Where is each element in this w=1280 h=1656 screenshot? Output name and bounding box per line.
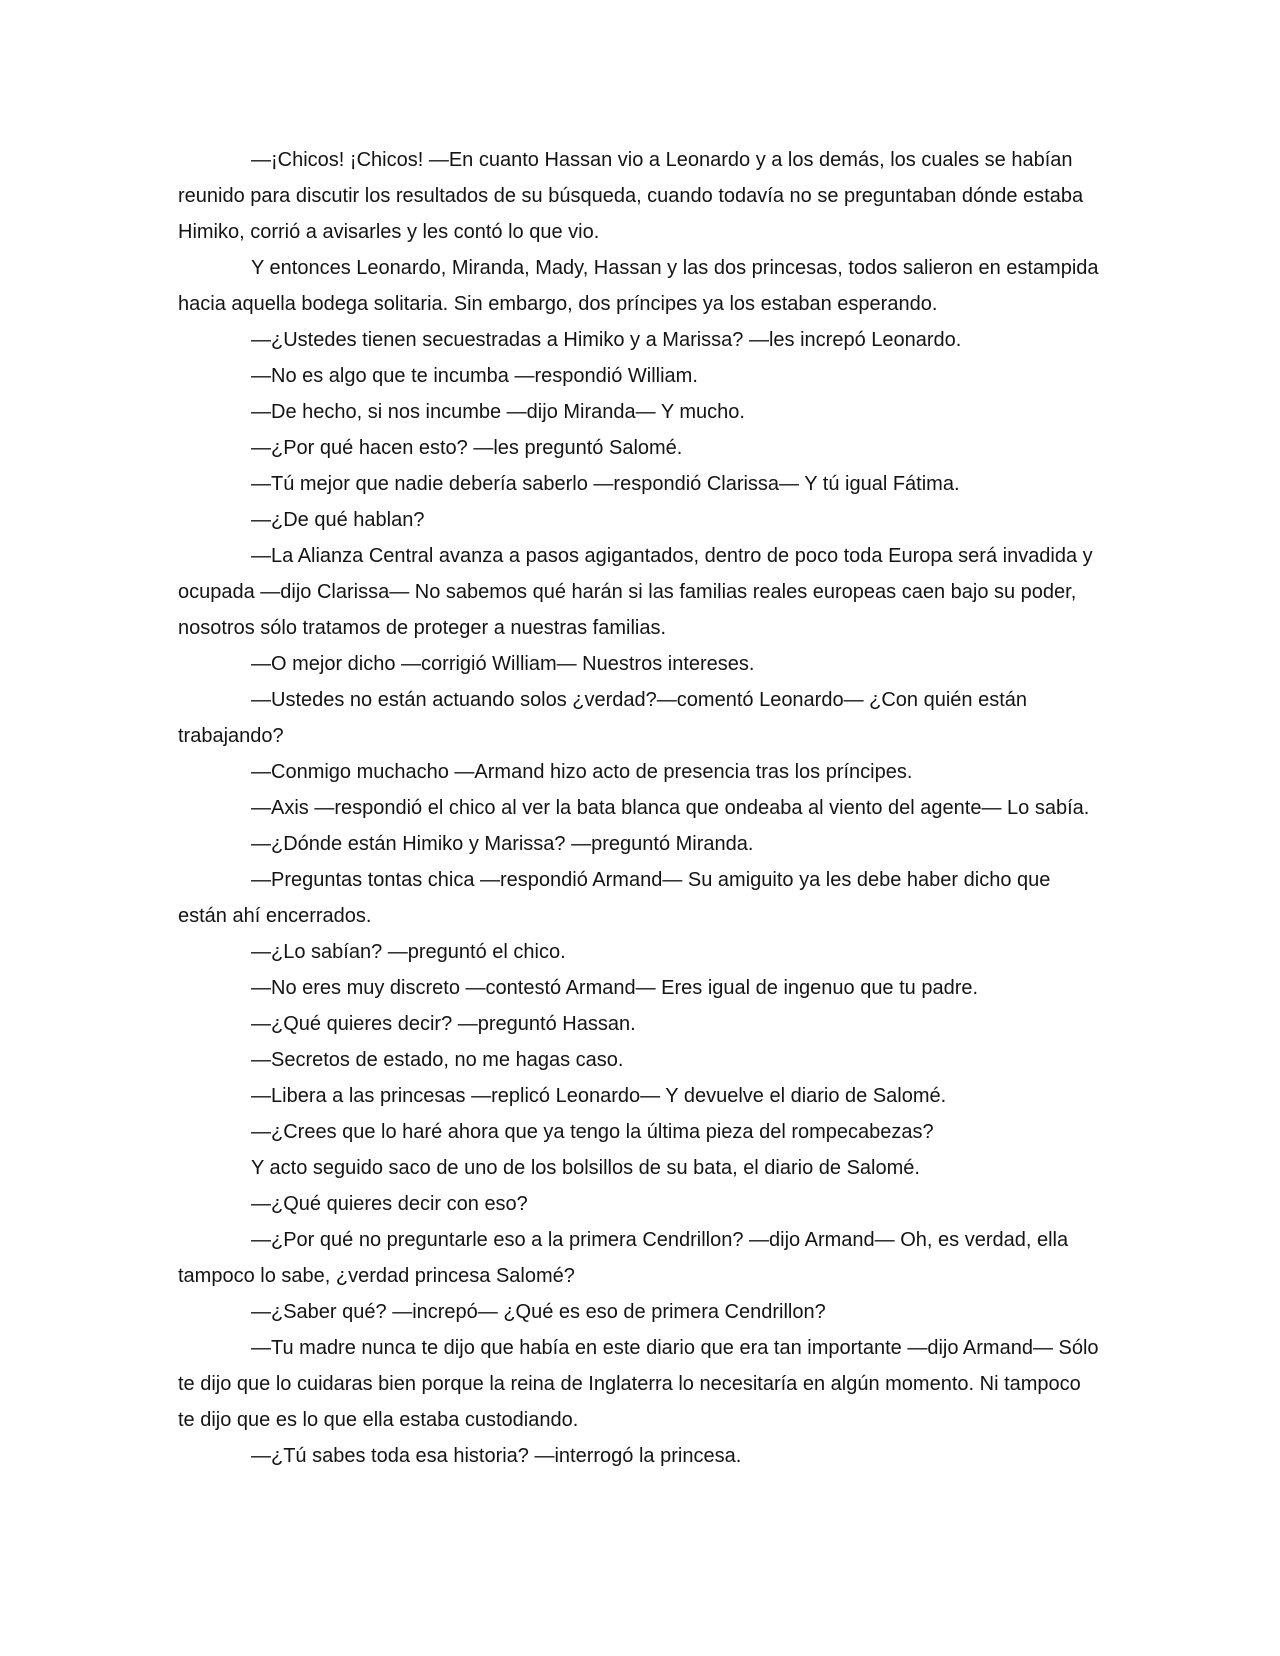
- paragraph: —La Alianza Central avanza a pasos agigantados, dentro de poco toda Europa será invadida y ocupada —dijo Clarissa— No sabemos qué harán si las familias reales europeas caen bajo su poder, nosotros sólo tratamos de proteger a nuestras familias.: [178, 545, 1093, 639]
- paragraph: —O mejor dicho —corrigió William— Nuestros intereses.: [251, 653, 755, 675]
- paragraph: —De hecho, si nos incumbe —dijo Miranda— Y mucho.: [251, 401, 745, 423]
- paragraph: —¿Ustedes tienen secuestradas a Himiko y a Marissa? —les increpó Leonardo.: [251, 329, 962, 351]
- paragraph: —Ustedes no están actuando solos ¿verdad?—comentó Leonardo— ¿Con quién están trabajando?: [178, 689, 1028, 747]
- paragraph: —Secretos de estado, no me hagas caso.: [251, 1049, 624, 1071]
- paragraph: —No es algo que te incumba —respondió William.: [251, 365, 698, 387]
- paragraph: —Tu madre nunca te dijo que había en este diario que era tan importante —dijo Armand— Sólo te dijo que lo cuidaras bien porque la reina de Inglaterra lo necesitaría en algún momento. Ni tampoco te dijo que es lo que ella estaba custodiando.: [178, 1337, 1099, 1431]
- paragraph: —¿De qué hablan?: [251, 509, 425, 531]
- paragraph: —¿Por qué no preguntarle eso a la primera Cendrillon? —dijo Armand— Oh, es verdad, ella tampoco lo sabe, ¿verdad princesa Salomé?: [178, 1229, 1069, 1287]
- paragraph: —Conmigo muchacho —Armand hizo acto de presencia tras los príncipes.: [251, 761, 913, 783]
- paragraph: Y acto seguido saco de uno de los bolsillos de su bata, el diario de Salomé.: [251, 1157, 920, 1179]
- paragraph: Y entonces Leonardo, Miranda, Mady, Hassan y las dos princesas, todos salieron en estampida hacia aquella bodega solitaria. Sin embargo, dos príncipes ya los estaban esperando.: [178, 257, 1099, 315]
- paragraph: —¿Por qué hacen esto? —les preguntó Salomé.: [251, 437, 683, 459]
- paragraph: —No eres muy discreto —contestó Armand— Eres igual de ingenuo que tu padre.: [251, 977, 979, 999]
- paragraph: —¡Chicos! ¡Chicos! —En cuanto Hassan vio a Leonardo y a los demás, los cuales se habían reunido para discutir los resultados de su búsqueda, cuando todavía no se preguntaban dónde estaba Himiko, corrió a avisarles y les contó lo que vio.: [178, 149, 1084, 243]
- paragraph: —¿Dónde están Himiko y Marissa? —preguntó Miranda.: [251, 833, 754, 855]
- paragraph: —¿Qué quieres decir con eso?: [251, 1193, 528, 1215]
- paragraph: —¿Saber qué? —increpó— ¿Qué es eso de primera Cendrillon?: [251, 1301, 826, 1323]
- document-body: [178, 142, 1100, 1474]
- paragraph: —Axis —respondió el chico al ver la bata blanca que ondeaba al viento del agente— Lo sabía.: [251, 797, 1090, 819]
- paragraph: —Tú mejor que nadie debería saberlo —respondió Clarissa— Y tú igual Fátima.: [251, 473, 960, 495]
- paragraph: —Preguntas tontas chica —respondió Armand— Su amiguito ya les debe haber dicho que están ahí encerrados.: [178, 869, 1051, 927]
- paragraph: —¿Tú sabes toda esa historia? —interrogó la princesa.: [251, 1445, 742, 1467]
- paragraph: —¿Lo sabían? —preguntó el chico.: [251, 941, 566, 963]
- paragraph: —¿Qué quieres decir? —preguntó Hassan.: [251, 1013, 636, 1035]
- paragraph: —¿Crees que lo haré ahora que ya tengo la última pieza del rompecabezas?: [251, 1121, 934, 1143]
- paragraph: —Libera a las princesas —replicó Leonardo— Y devuelve el diario de Salomé.: [251, 1085, 947, 1107]
